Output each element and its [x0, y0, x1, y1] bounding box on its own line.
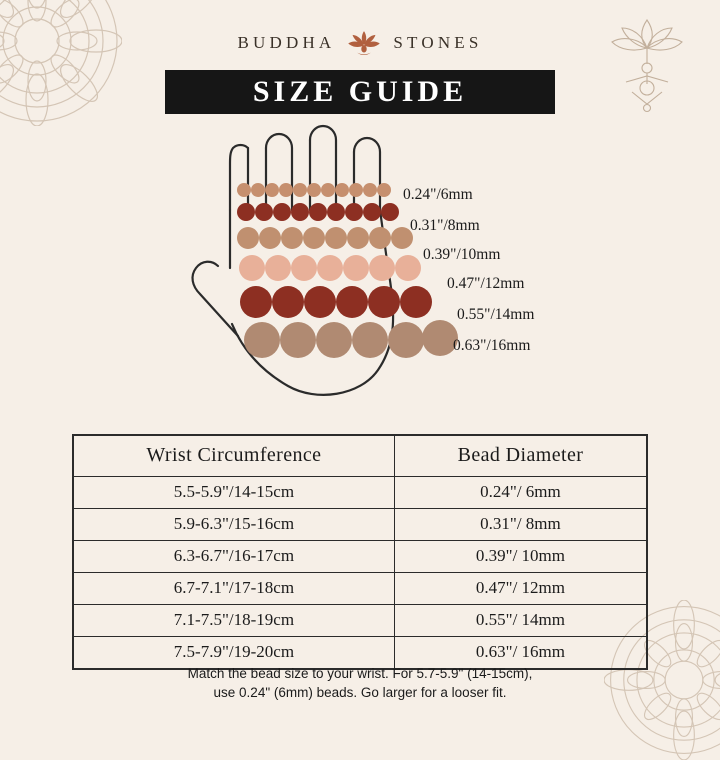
bead-label-8mm: 0.31"/8mm — [410, 217, 480, 234]
bead-label-16mm: 0.63"/16mm — [453, 337, 531, 354]
bead-label-12mm: 0.47"/12mm — [447, 275, 525, 292]
column-header-wrist: Wrist Circumference — [74, 436, 395, 477]
cell-bead: 0.31"/ 8mm — [394, 509, 646, 541]
bead-label-6mm: 0.24"/6mm — [403, 186, 473, 203]
footnote-line-2: use 0.24" (6mm) beads. Go larger for a looser fit. — [213, 685, 507, 700]
mandala-ornament-icon — [0, 0, 122, 126]
table-row — [74, 509, 647, 541]
cell-wrist: 7.1-7.5"/18-19cm — [74, 605, 395, 637]
size-table-container — [72, 434, 648, 670]
table-row — [74, 541, 647, 573]
cell-bead: 0.55"/ 14mm — [394, 605, 646, 637]
cell-bead: 0.63"/ 16mm — [394, 637, 646, 669]
size-table — [73, 435, 647, 669]
table-header-row — [74, 436, 647, 477]
table-row — [74, 605, 647, 637]
footnote-line-1: Match the bead size to your wrist. For 5.7-5.9" (14-15cm), — [187, 666, 533, 681]
footnote — [60, 664, 660, 702]
bead-label-10mm: 0.39"/10mm — [423, 246, 501, 263]
cell-bead: 0.47"/ 12mm — [394, 573, 646, 605]
cell-wrist: 6.3-6.7"/16-17cm — [74, 541, 395, 573]
cell-bead: 0.24"/ 6mm — [394, 477, 646, 509]
cell-bead: 0.39"/ 10mm — [394, 541, 646, 573]
column-header-bead: Bead Diameter — [394, 436, 646, 477]
bead-label-14mm: 0.55"/14mm — [457, 306, 535, 323]
brand-word-left: BUDDHA — [237, 33, 336, 52]
cell-wrist: 5.5-5.9"/14-15cm — [74, 477, 395, 509]
table-row — [74, 573, 647, 605]
table-row — [74, 477, 647, 509]
cell-wrist: 7.5-7.9"/19-20cm — [74, 637, 395, 669]
brand-header — [0, 26, 720, 60]
page-title — [165, 70, 555, 114]
lotus-icon — [347, 26, 381, 60]
page-title-text: SIZE GUIDE — [252, 75, 468, 108]
cell-wrist: 6.7-7.1"/17-18cm — [74, 573, 395, 605]
bead-size-labels — [395, 118, 695, 368]
lotus-ornament-icon — [602, 6, 692, 116]
cell-wrist: 5.9-6.3"/15-16cm — [74, 509, 395, 541]
brand-word-right: STONES — [393, 33, 483, 52]
